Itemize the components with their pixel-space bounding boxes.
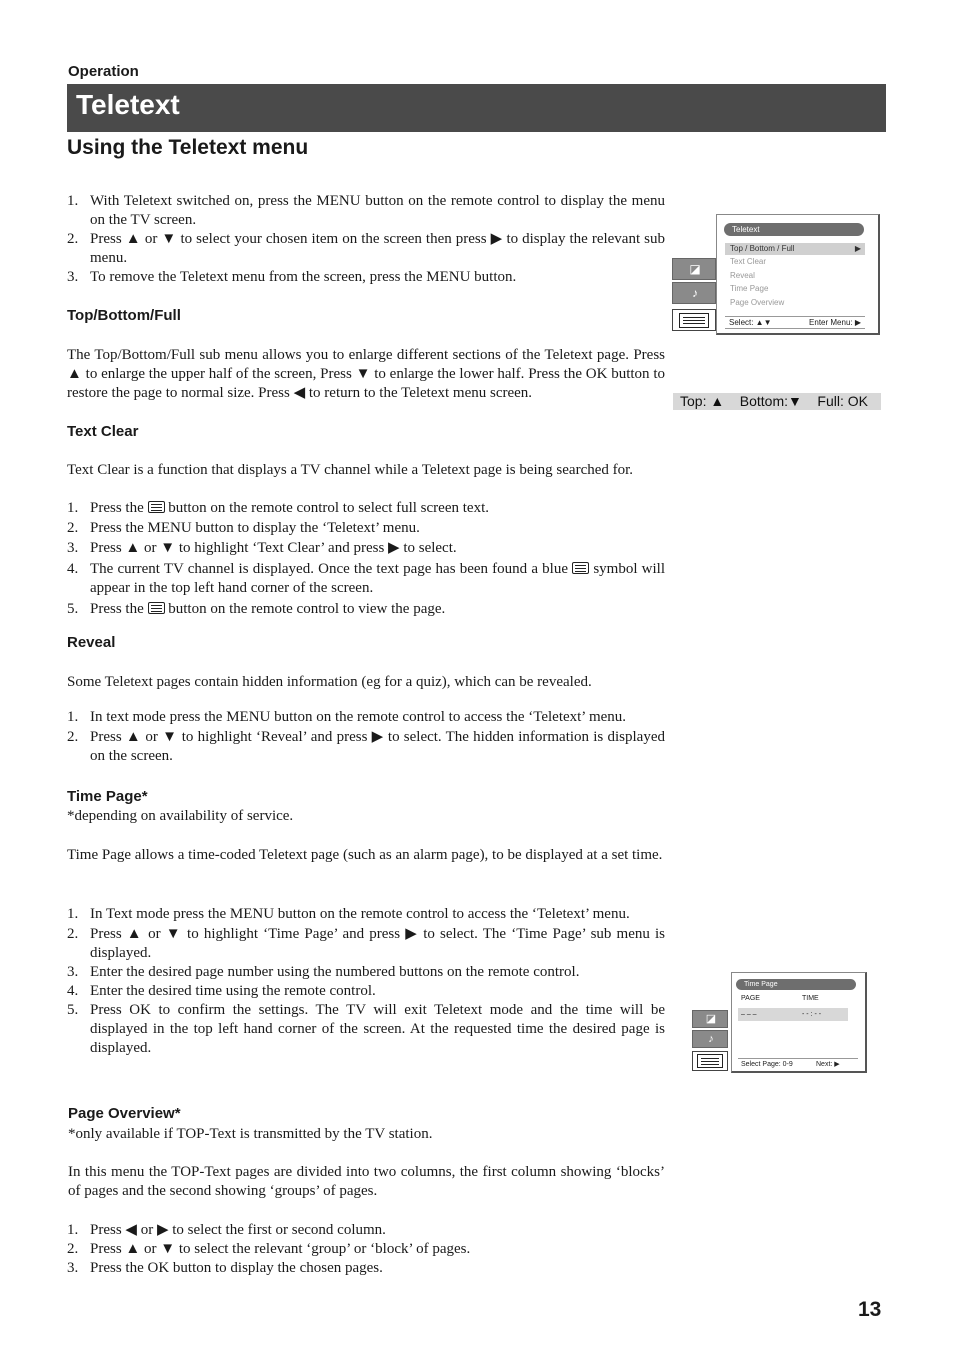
list-item: 5. Press the button on the remote control to view the page. xyxy=(67,601,446,617)
list-item: 2. Press ▲ or ▼ to select your chosen item on the screen then press ▶ to display the relevant sub menu. xyxy=(67,231,665,266)
list-item: 1. Press the button on the remote control to select full screen text. xyxy=(67,500,489,516)
list-item: 3. Enter the desired page number using the numbered buttons on the remote control. xyxy=(67,964,580,980)
page-number: 13 xyxy=(858,1298,882,1321)
osd-menu-item: Reveal xyxy=(730,271,755,280)
list-item: 4. The current TV channel is displayed. Once the text page has been found a blue symbol will appear in the top left hand corner of the screen. xyxy=(67,561,666,596)
page-title: Teletext xyxy=(76,89,180,120)
top-bottom-text: The Top/Bottom/Full sub menu allows you to enlarge different sections of the Teletext page. Press ▲ to enlarge the upper half of the screen, Press ▼ to enlarge the lower half. Press the OK button to restore the page to normal size. Press ◀ to return to the Teletext menu screen. xyxy=(67,347,665,401)
reveal-heading: Reveal xyxy=(67,634,116,651)
osd-menu-footer: Select: ▲▼ Enter Menu: ▶ xyxy=(725,316,865,329)
sound-tab xyxy=(692,1030,728,1048)
page-column-label: PAGE xyxy=(741,995,760,1002)
title-bar xyxy=(67,84,886,132)
intro-steps xyxy=(67,192,665,287)
list-item: 3. Press ▲ or ▼ to highlight ‘Text Clear’ and press ▶ to select. xyxy=(67,540,457,556)
list-item: 5. Press OK to confirm the settings. The TV will exit Teletext mode and the time will be displayed in the top left hand corner of the screen. At the requested time the desired page is displayed. xyxy=(67,1002,665,1056)
page-overview-note: *only available if TOP-Text is transmitted by the TV station. xyxy=(68,1126,433,1142)
list-item: 2. Press ▲ or ▼ to select the relevant ‘group’ or ‘block’ of pages. xyxy=(67,1241,471,1257)
picture-tab xyxy=(672,258,716,280)
sound-tab xyxy=(672,282,716,304)
osd-menu-item: Text Clear xyxy=(730,257,767,266)
osd-menu-item: Top / Bottom / Full ▶ xyxy=(725,243,865,255)
time-column-label: TIME xyxy=(802,995,819,1002)
list-item: 3. Press the OK button to display the chosen pages. xyxy=(67,1260,383,1276)
page-overview-text: In this menu the TOP-Text pages are divided into two columns, the first column showing ‘blocks’ of pages and the second showing ‘groups’ of pages. xyxy=(68,1164,665,1199)
list-item: 2. Press the MENU button to display the ‘Teletext’ menu. xyxy=(67,520,420,536)
teletext-tab xyxy=(672,309,716,331)
teletext-lines-icon xyxy=(697,1054,723,1068)
top-bottom-heading: Top/Bottom/Full xyxy=(67,307,181,324)
list-item: 4. Enter the desired time using the remote control. xyxy=(67,983,376,999)
time-page-entry-field: – – – - - : - - xyxy=(738,1008,848,1021)
teletext-icon xyxy=(572,562,589,574)
teletext-tab xyxy=(692,1051,728,1071)
status-bar: Top: ▲ Bottom:▼ Full: OK xyxy=(673,393,881,410)
list-item: 2. Press ▲ or ▼ to highlight ‘Time Page’ and press ▶ to select. The ‘Time Page’ sub menu is displayed. xyxy=(67,926,665,961)
list-item: 2. Press ▲ or ▼ to highlight ‘Reveal’ and press ▶ to select. The hidden information is displayed on the screen. xyxy=(67,729,665,764)
list-item: 1. With Teletext switched on, press the MENU button on the remote control to display the menu on the TV screen. xyxy=(67,193,665,228)
osd2-title: Time Page xyxy=(736,979,856,990)
picture-tab xyxy=(692,1010,728,1028)
picture-icon: ◪ xyxy=(689,262,701,276)
osd-menu-item: Time Page xyxy=(730,284,769,293)
list-item: 1. In Text mode press the MENU button on the remote control to access the ‘Teletext’ menu. xyxy=(67,906,630,922)
list-item: 1. In text mode press the MENU button on the remote control to access the ‘Teletext’ menu. xyxy=(67,709,627,725)
section-label: Operation xyxy=(68,63,139,80)
reveal-steps xyxy=(67,708,665,766)
osd-menu-item: Page Overview xyxy=(730,298,785,307)
osd-time-page-menu xyxy=(731,972,867,1073)
picture-icon: ◪ xyxy=(705,1013,717,1025)
text-clear-text: Text Clear is a function that displays a TV channel while a Teletext page is being searched for. xyxy=(67,462,634,478)
page-overview-steps xyxy=(67,1221,665,1278)
teletext-icon xyxy=(148,501,165,513)
list-item: 3. To remove the Teletext menu from the screen, press the MENU button. xyxy=(67,269,517,285)
reveal-text: Some Teletext pages contain hidden information (eg for a quiz), which can be revealed. xyxy=(67,674,592,690)
right-arrow-icon: ▶ xyxy=(854,244,861,253)
music-note-icon: ♪ xyxy=(708,1033,714,1045)
time-page-heading: Time Page* xyxy=(67,788,148,805)
text-clear-heading: Text Clear xyxy=(67,423,139,440)
time-page-steps xyxy=(67,905,665,1058)
page-overview-heading: Page Overview* xyxy=(68,1105,181,1122)
time-page-text: Time Page allows a time-coded Teletext page (such as an alarm page), to be displayed at a set time. xyxy=(67,847,663,863)
teletext-lines-icon xyxy=(679,313,709,328)
page-heading: Using the Teletext menu xyxy=(67,136,309,159)
osd2-footer: Select Page: 0-9 Next: ▶ xyxy=(738,1058,858,1069)
time-page-note: *depending on availability of service. xyxy=(67,808,294,824)
text-clear-steps xyxy=(67,499,665,619)
music-note-icon: ♪ xyxy=(692,286,698,300)
osd-teletext-menu xyxy=(716,214,880,335)
osd-menu-title: Teletext xyxy=(724,223,864,236)
teletext-icon xyxy=(148,602,165,614)
list-item: 1. Press ◀ or ▶ to select the first or second column. xyxy=(67,1222,386,1238)
